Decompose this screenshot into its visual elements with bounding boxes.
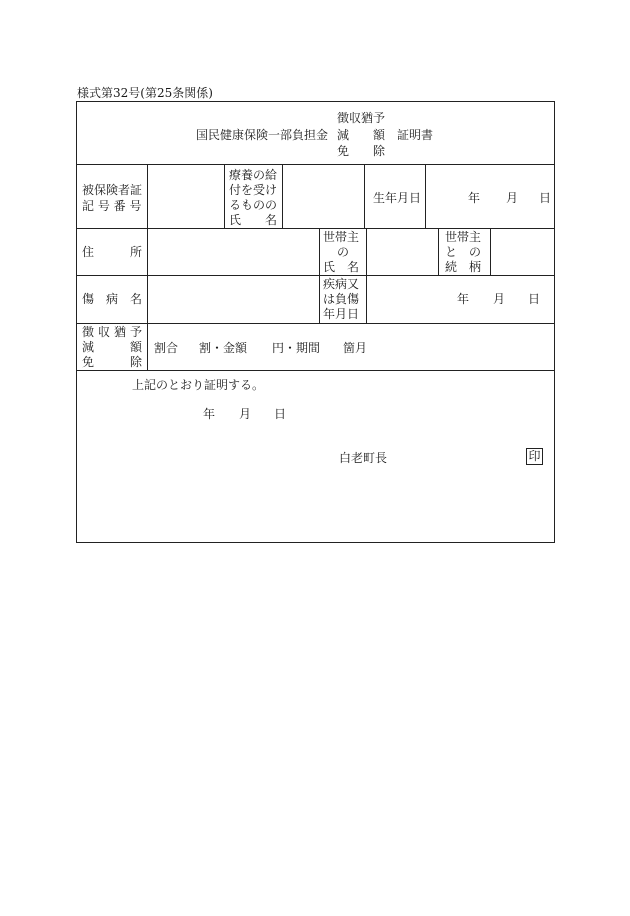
householder-label-cell: [320, 229, 367, 275]
measure-amount-unit: 円・期間: [272, 341, 321, 355]
certification-statement: 上記のとおり証明する。: [132, 378, 265, 392]
onset-year: 年: [457, 292, 470, 306]
householder-label-3: 氏 名: [323, 260, 360, 274]
onset-date-label-cell: [320, 276, 367, 323]
title-option-exemption: 免 除: [337, 144, 386, 158]
recipient-label-3: るものの: [229, 198, 278, 212]
birth-day: 日: [539, 191, 552, 205]
row-insured: [77, 165, 554, 229]
recipient-label-4: 氏 名: [229, 213, 278, 227]
birth-date-field[interactable]: [426, 165, 554, 228]
title-option-deferral: 徴収猶予: [337, 111, 386, 125]
householder-label-1: 世帯主: [323, 230, 360, 244]
measure-ratio-unit: 割・金額: [199, 341, 248, 355]
onset-date-field[interactable]: [367, 276, 554, 323]
row-measure: [77, 324, 554, 371]
birth-date-label-cell: [365, 165, 426, 228]
seal-mark: 印: [526, 448, 543, 465]
recipient-name-field[interactable]: [283, 165, 365, 228]
onset-month: 月: [493, 292, 506, 306]
measure-label-cell: [77, 324, 148, 370]
relation-field[interactable]: [491, 229, 554, 275]
onset-label-1: 疾病又: [323, 277, 360, 291]
insured-number-label-1: 被保険者証: [82, 183, 143, 197]
disease-label-1: 傷: [82, 292, 95, 306]
address-label-2: 所: [130, 245, 143, 259]
onset-label-2: は負傷: [323, 292, 360, 306]
onset-label-3: 年月日: [323, 307, 360, 321]
measure-label-reduction: 減 額: [82, 340, 142, 354]
insured-number-label-2: 記 号 番 号: [82, 199, 142, 213]
measure-field[interactable]: [148, 324, 554, 370]
issuer-name: 白老町長: [339, 451, 388, 465]
certificate-form: [76, 101, 555, 543]
recipient-label-1: 療養の給: [229, 168, 278, 182]
relation-label-1: 世帯主: [445, 230, 482, 244]
birth-date-label: 生年月日: [373, 191, 422, 205]
disease-label-cell: [77, 276, 148, 323]
title-suffix: 証明書: [397, 128, 434, 142]
disease-label-2: 病: [106, 292, 119, 306]
address-label-cell: [77, 229, 148, 275]
certification-month: 月: [239, 407, 252, 421]
address-label-1: 住: [82, 245, 95, 259]
householder-label-2: の: [337, 245, 350, 259]
insured-number-label-cell: [77, 165, 148, 228]
measure-label-deferral: 徴 収 猶 予: [82, 325, 142, 339]
relation-label-2: と の: [445, 245, 482, 259]
insured-number-field[interactable]: [148, 165, 225, 228]
title-option-reduction: 減 額: [337, 128, 386, 142]
form-number: 様式第32号(第25条関係): [77, 86, 213, 100]
address-field[interactable]: [148, 229, 320, 275]
certification-year: 年: [203, 407, 216, 421]
disease-name-field[interactable]: [148, 276, 320, 323]
householder-name-field[interactable]: [367, 229, 439, 275]
measure-label-exemption: 免 除: [82, 355, 142, 369]
disease-label-3: 名: [130, 292, 143, 306]
onset-day: 日: [528, 292, 541, 306]
certification-day: 日: [274, 407, 287, 421]
birth-year: 年: [468, 191, 481, 205]
row-disease: [77, 276, 554, 324]
row-address: [77, 229, 554, 276]
certification-block: [77, 371, 554, 542]
relation-label-cell: [439, 229, 491, 275]
title-prefix: 国民健康保険一部負担金: [196, 128, 329, 142]
birth-month: 月: [506, 191, 519, 205]
recipient-label-2: 付を受け: [229, 183, 278, 197]
recipient-name-label-cell: [225, 165, 283, 228]
relation-label-3: 続 柄: [445, 260, 482, 274]
title-row: [77, 102, 554, 165]
measure-ratio-label: 割合: [154, 341, 179, 355]
measure-period-unit: 箇月: [343, 341, 368, 355]
